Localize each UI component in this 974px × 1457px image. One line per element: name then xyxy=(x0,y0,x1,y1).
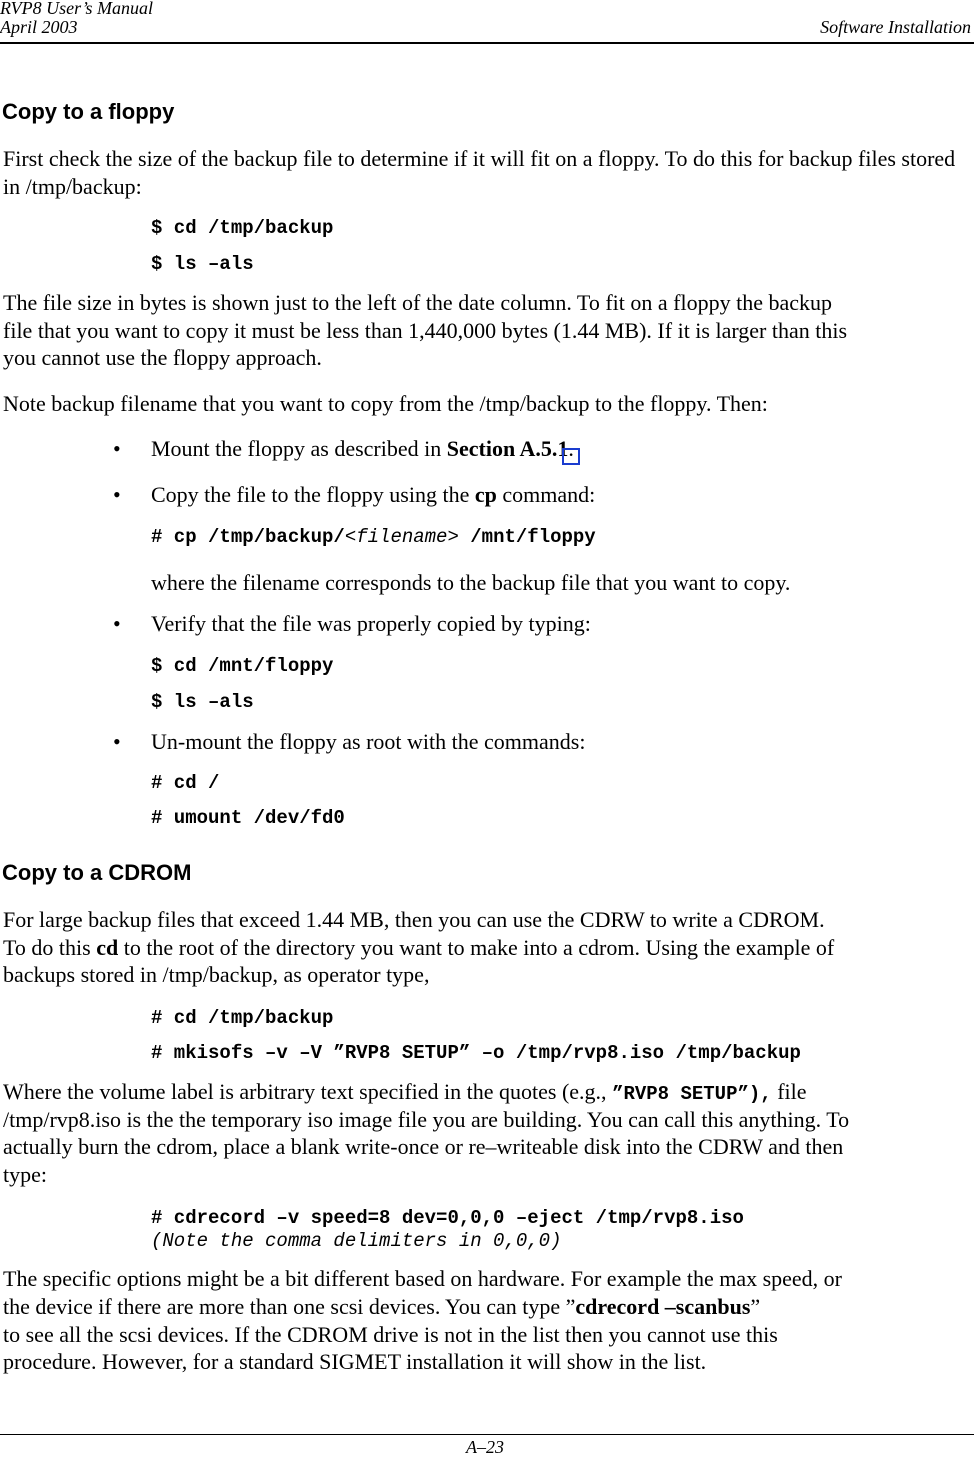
bullet-mount-floppy: Mount the floppy as described in Section A.5.1. xyxy=(151,436,574,461)
filename-placeholder: <filename> xyxy=(344,526,459,548)
section-link[interactable]: Section A.5.1 xyxy=(446,436,569,461)
code-cd-backup-2: # cd /tmp/backup xyxy=(151,1007,334,1029)
specific-line-4: procedure. However, for a standard SIGMET installation it will show in the list. xyxy=(3,1349,707,1374)
manual-title: RVP8 User’s Manual xyxy=(0,0,153,18)
code-cd-floppy: $ cd /mnt/floppy xyxy=(151,655,334,677)
code-note: (Note the comma delimiters in 0,0,0) xyxy=(151,1230,562,1252)
bullet-1: • xyxy=(113,436,121,461)
specific-line-1: The specific options might be a bit different based on hardware. For example the max speed, or xyxy=(3,1266,842,1291)
cdrom-line-3: backups stored in /tmp/backup, as operator type, xyxy=(3,962,430,987)
specific-line-3: to see all the scsi devices. If the CDROM drive is not in the list then you cannot use this xyxy=(3,1322,778,1347)
code-cdrecord: # cdrecord –v speed=8 dev=0,0,0 –eject /tmp/rvp8.iso xyxy=(151,1207,744,1229)
size-line-2: file that you want to copy it must be less than 1,440,000 bytes (1.44 MB). If it is larger than this xyxy=(3,318,848,343)
code-ls-als-2: $ ls –als xyxy=(151,691,254,713)
page-number: A–23 xyxy=(466,1437,504,1457)
code-cd-root: # cd / xyxy=(151,772,220,794)
header-rule xyxy=(0,42,974,44)
cdrom-line-1: For large backup files that exceed 1.44 MB, then you can use the CDRW to write a CDROM. xyxy=(3,907,825,932)
volume-line-3: actually burn the cdrom, place a blank write-once or re–writeable disk into the CDRW and then xyxy=(3,1134,844,1159)
code-cp-backup: # cp /tmp/backup/<filename> /mnt/floppy xyxy=(151,526,596,548)
footer-rule xyxy=(0,1434,974,1435)
link-highlight-box[interactable] xyxy=(562,448,580,465)
volume-line-4: type: xyxy=(3,1162,47,1187)
volume-line-2: /tmp/rvp8.iso is the the temporary iso image file you are building. You can call this anything. To xyxy=(3,1107,850,1132)
note-backup-filename: Note backup filename that you want to copy from the /tmp/backup to the floppy. Then: xyxy=(3,391,768,416)
where-filename-text: where the filename corresponds to the backup file that you want to copy. xyxy=(151,570,791,595)
cdrom-line-2: To do this cd to the root of the directory you want to make into a cdrom. Using the example of xyxy=(3,935,835,960)
code-umount: # umount /dev/fd0 xyxy=(151,807,345,829)
bullet-2: • xyxy=(113,482,121,507)
floppy-intro: First check the size of the backup file to determine if it will fit on a floppy. To do this for backup files stored in /tmp/backup: xyxy=(3,146,956,199)
manual-date: April 2003 xyxy=(0,17,78,37)
bullet-3: • xyxy=(113,611,121,636)
bullet-copy-file: Copy the file to the floppy using the cp command: xyxy=(151,482,596,507)
heading-copy-floppy: Copy to a floppy xyxy=(2,99,175,124)
code-ls-als: $ ls –als xyxy=(151,253,254,275)
section-title: Software Installation xyxy=(820,17,971,37)
volume-line-1: Where the volume label is arbitrary text specified in the quotes (e.g., ”RVP8 SETUP”), file xyxy=(3,1079,807,1105)
code-mkisofs: # mkisofs –v –V ”RVP8 SETUP” –o /tmp/rvp8.iso /tmp/backup xyxy=(151,1042,801,1064)
bullet-verify-copy: Verify that the file was properly copied by typing: xyxy=(151,611,591,636)
code-cd-backup: $ cd /tmp/backup xyxy=(151,217,334,239)
specific-line-2: the device if there are more than one scsi devices. You can type ”cdrecord –scanbus” xyxy=(3,1294,761,1319)
size-line-3: you cannot use the floppy approach. xyxy=(3,345,322,370)
heading-copy-cdrom: Copy to a CDROM xyxy=(2,860,192,885)
bullet-4: • xyxy=(113,729,121,754)
bullet-unmount: Un-mount the floppy as root with the commands: xyxy=(151,729,586,754)
size-line-1: The file size in bytes is shown just to the left of the date column. To fit on a floppy the backup xyxy=(3,290,832,315)
